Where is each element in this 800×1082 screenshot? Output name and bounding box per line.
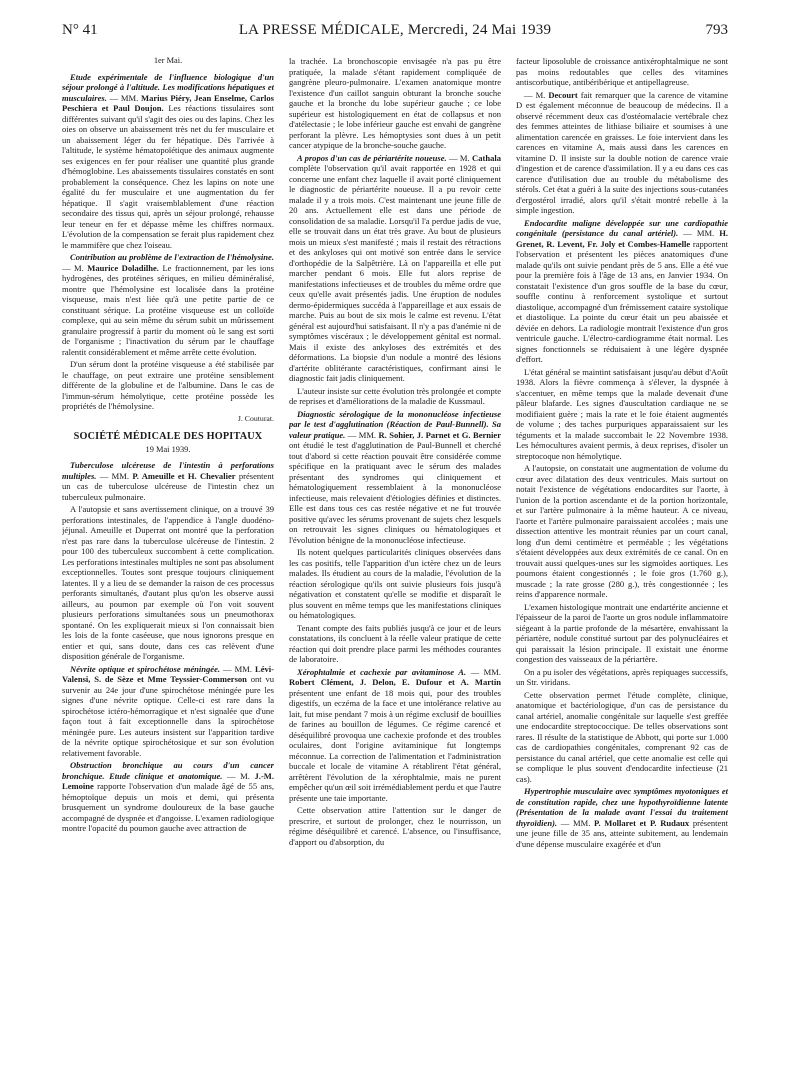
article-title: Contribution au problème de l'extraction de l'hémolysine. bbox=[70, 252, 274, 262]
article-body: rapporte l'observation d'un malade âgé de 55 ans, hémoptoïque depuis un mois et demi, qui présenta brusquement un syndrome douloureux de la base gauche accompagné de dyspnée et d'angoisse. L'examen radiologique montre l'opacité du poumon gauche avec attraction de bbox=[62, 781, 274, 833]
article-body-paragraph: L'examen histologique montrait une endartérite ancienne et l'épaisseur de la paroi de l'aorte un gros nodule inflammatoire siégeant à la partie profonde de la mésartère, envahissant la périartère, nodule constitué surtout par des polynucléaires et qui paraissait la lésion principale. Il existait une énorme congestion des vaisseaux de la périartère. bbox=[516, 601, 728, 664]
article-authors: Decourt bbox=[548, 89, 578, 100]
article-altitude bbox=[62, 72, 274, 251]
article-authors: Marius Piéry, Jean Enselme, Carlos Peschiera et Paul Doujon. bbox=[62, 92, 274, 113]
signature: J. Couturat. bbox=[237, 413, 274, 423]
article-body-paragraph: A l'autopsie et sans avertissement clinique, on a trouvé 39 perforations intestinales, de l'appendice à l'angle duodéno-jéjunal. Ameuille et Duperrat ont montré que la perforation n'est pas rare dans la tuberculose ulcéreuse de l'intestin. 2 pour 100 des tuberculeux succombent à cette complication. Les perforations intestinales multiples ne sont pas absolument exceptionnelles. Toutes sont presque toujours cliniquement latentes. Il y a lieu de se demander la raison de ces processus perforants simultanés, d'autant plus qu'on les observe aussi ailleurs, au poumon par exemple où l'on voit souvent plusieurs perforations simultanées sous un pneumothorax spontané. On les expliquerait mieux si l'on connaissait bien les lois de la fonte caséeuse, que nous ignorons presque en entier et qui, sans doute, dans ces cas relèvent d'une disposition générale de l'organisme. bbox=[62, 504, 274, 661]
article-title: Xérophtalmie et cachexie par avitaminose A. bbox=[297, 666, 467, 677]
article-title: Tuberculose ulcéreuse de l'intestin à perforations multiples. bbox=[62, 460, 274, 481]
article-body-paragraph: L'auteur insiste sur cette évolution très prolongée et compte de reprises et d'améliorations de la maladie de Kussmaul. bbox=[289, 385, 501, 406]
article-body-paragraph: D'un sérum dont la protéine visqueuse a été stabilisée par le chauffage, on peut extraire une protéine sensiblement différente de la globuline et de l'albumine. Dans le cas de l'immun-sérum hémolytique, cette protéine possède les propriétés de l'hémolysine. bbox=[62, 359, 274, 411]
article-title: Obstruction bronchique au cours d'un cancer bronchique. Etude clinique et anatomique. bbox=[62, 760, 274, 781]
article-body-paragraph: A l'autopsie, on constatait une augmentation de volume du cœur avec dilatation des deux ventricules. Mais surtout on notait l'existence de végétations endocardites sur l'aorte, à l'union de la portion ascendante et de la portion horizontale, et sur l'artère pulmonaire à la même hauteur. A ce niveau, l'aorte et l'artère pulmonaire paraissaient accolées ; mais une dissection attentive les montrait réunies par un court canal, long d'un demi centimètre et perméable ; les végétations s'étaient développées aux deux extrémités de ce canal. On en trouvait aussi quelques-unes sur les sigmoïdes aortiques. Les poumons étaient congestionnés ; le foie gros (1.760 g.), muscade ; la rate grosse (280 g.), très congestionnée ; les reins d'apparence normale. bbox=[516, 463, 728, 599]
article-body: présentent une enfant de 18 mois qui, pour des troubles digestifs, un eczéma de la face et une intolérance relative au lait, fut mise pendant 7 mois à un régime exclusif de bouillies de farines au bouillon de légumes. Ce régime carencé et déséquilibré provoqua une cachexie profonde et des troubles oculaires, dont l'origine avitaminique fut longtemps méconnue. La correction de l'alimentation et l'administration buccale et locale de vitamine A rétablirent l'état général, arrêtèrent l'évolution de la xérophtalmie, mais ne purent empêcher qu'un œil soit irrémédiablement perdu et que l'autre présente une taie importante. bbox=[289, 687, 501, 803]
article-authors: Lévi-Valensi, S. de Sèze et Mme Teyssier-Commerson bbox=[62, 663, 274, 684]
article-body-paragraph: Cette observation attire l'attention sur le danger de prescrire, et surtout de prolonger, chez le nourrisson, un régime déséquilibré et carencé. L'absence, ou l'insuffisance, d'apport ou d'absorption, du bbox=[289, 805, 501, 847]
article-body-paragraph: Tenant compte des faits publiés jusqu'à ce jour et de leurs constatations, ils concluent à la réelle valeur pratique de cette réaction qui doit prendre place parmi les méthodes courantes de laboratoire. bbox=[289, 622, 501, 664]
article-title: Etude expérimentale de l'influence biologique d'un séjour prolongé à l'altitude. Les modifications hépatiques et musculaires. bbox=[62, 71, 274, 103]
article-title: A propos d'un cas de périartérite noueuse. bbox=[297, 152, 447, 163]
article-xerophtalmie bbox=[289, 667, 501, 804]
article-periarterite bbox=[289, 153, 501, 384]
issue-number: N° 41 bbox=[62, 22, 98, 38]
article-body: ont vu survenir au 24e jour d'une spirochétose méningée pure les signes d'une névrite optique. Celle-ci est rare dans la spirochétose ictéro-hémorragique et n'est signalée que d'une façon tout à fait exceptionnelle dans la spirochétose méningée pure. Les auteurs insistent sur l'apparition tardive de la névrite optique spirochétosique et sur son évolution relativement favorable. bbox=[62, 674, 274, 758]
article-body-paragraph: la trachée. La bronchoscopie envisagée n'a pas pu être pratiquée, la malade s'étant rapidement compliquée de gangrène pleuro-pulmonaire. L'examen anatomique montre l'existence d'un caillot sanguin obturant la bronche souche gauche et la bronche du lobe supérieur gauche ; ce lobe supérieur est histologiquement en état de collapsus et non d'atélectasie ; le lobe inférieur gauche est envahi de gangrène perforant la plèvre. Les hémoptysies sont dues à un petit cancer atypique de la bronche-souche gauche. bbox=[289, 56, 501, 150]
article-authors: R. Sohier, J. Parnet et G. Bernier bbox=[378, 429, 501, 440]
article-body-paragraph: facteur liposoluble de croissance antixérophtalmique ne sont pas moins redoutables que celles des vitamines antiscorbutique, antibéribérique et antipellagreuse. bbox=[516, 56, 728, 87]
separator: — MM. bbox=[220, 663, 255, 674]
article-authors: P. Mollaret et P. Rudaux bbox=[594, 817, 690, 828]
separator: — M. bbox=[62, 262, 88, 273]
session-date: 1er Mai. bbox=[153, 56, 183, 65]
separator: — MM. bbox=[96, 470, 133, 481]
separator: — M. bbox=[446, 152, 473, 163]
separator: — MM. bbox=[466, 666, 501, 677]
section-date: 19 Mai 1939. bbox=[145, 444, 191, 454]
article-title: Endocardite maligne développée sur une cardiopathie congénitale (persistance du canal artériel). bbox=[516, 217, 728, 238]
article-title: Hypertrophie musculaire avec symptômes myotoniques et de constitution rapide, chez une hypothyroïdienne latente (Présentation de la malade avant l'essai du traitement thyroïdien). bbox=[516, 786, 728, 828]
article-body-paragraph: Ils notent quelques particularités cliniques observées dans les cas positifs, telle l'apparition d'un ictère chez un de leurs malades. Ils étudient au cours de la maladie, l'évolution de la réaction sérologique qu'ils ont suivie plusieurs fois jusqu'à négativation et constatent qu'elle se modifie et disparaît le plus souvent en même temps que les manifestations cliniques ou hématologiques. bbox=[289, 547, 501, 620]
article-title: Diagnostic sérologique de la mononucléose infectieuse par le test d'agglutination (Réaction de Paul-Bunnell). Sa valeur pratique. bbox=[289, 408, 501, 440]
article-body: présentent une jeune fille de 35 ans, atteinte subitement, au lendemain d'une dépense musculaire exagérée et d'un bbox=[516, 817, 728, 849]
separator: — MM. bbox=[106, 92, 142, 103]
article-hypertrophie bbox=[516, 786, 728, 849]
article-body: complète l'observation qu'il avait rapportée en 1928 et qui concerne une enfant chez laquelle il avait porté cliniquement le diagnostic de périartérite noueuse. Il a pu revoir cette malade il y a trois mois. C'est maintenant une jeune fille de 20 ans. Actuellement elle est dans une période de consolidation de sa maladie. Lorsqu'il l'a perdue jadis de vue, elle se trouvait dans un état très grave. Au bout de plusieurs mois un mieux s'est manifesté ; mais il restait des rétractions et des ankyloses qui ont motivé son entrée dans le service d'orthopédie de la Salpêtrière. Là on l'appareilla et elle put marcher pendant 6 mois. Elle fut alors reprise de manifestations infectieuses et de troubles du même ordre que ceux qu'elle avait présentés jadis. Une éruption de nodules dermo-épidermiques succéda à l'appareillage et aux essais de marche. Puis au bout de six mois le calme est revenu. L'état général est aujourd'hui satisfaisant. Il n'y a pas d'anémie ni de symptômes viscéraux ; le développement génital est normal. Mais il existe des ankyloses des extrémités et des déformations. La biopsie d'un nodule a montré des lésions d'artérite oblitérante caractéristiques, confirmant ainsi le diagnostic fait jadis cliniquement. bbox=[289, 163, 501, 383]
separator: — M. bbox=[524, 89, 549, 100]
page-header bbox=[62, 22, 728, 44]
article-nevrite bbox=[62, 664, 274, 759]
separator: — M. bbox=[222, 770, 255, 781]
article-title: Névrite optique et spirochétose méningée. bbox=[70, 663, 221, 674]
article-authors: Maurice Doladilhe. bbox=[87, 262, 159, 273]
article-authors: P. Ameuille et H. Chevalier bbox=[132, 470, 236, 481]
column-1 bbox=[62, 56, 274, 1072]
section-heading: SOCIÉTÉ MÉDICALE DES HOPITAUX bbox=[73, 431, 263, 442]
article-body-paragraph: L'état général se maintint satisfaisant jusqu'au début d'Août 1938. Alors la fièvre commença à s'élever, la dyspnée à s'accentuer, en même temps que la malade devenait d'une pâleur blafarde. Les signes d'auscultation cardiaque ne se modifiaient guère ; mais la rate et le foie étaient augmentés de volume ; des taches purpuriques apparaissaient sur les téguments et la malade succombait le 22 Novembre 1938. Les hémocultures avaient permis, à deux reprises, d'isoler un streptocoque non hémolytique. bbox=[516, 366, 728, 461]
article-body: présentent un cas de tuberculose ulcéreuse de l'intestin chez un tuberculeux pulmonaire. bbox=[62, 470, 274, 502]
article-body-paragraph: Cette observation permet l'étude complète, clinique, anatomique et bactériologique, d'un cas de persistance du canal artériel, anomalie congénitale sur laquelle s'est greffée une endocardite streptococcique. De telles observations sont rares. Il résulte de la statistique de Abbott, qui porte sur 1.000 cas de cardiopathies congénitales, comprenant 92 cas de persistance du canal artériel, que cette anomalie est celle qui se complique le plus souvent d'endocardite infectieuse (21 cas). bbox=[516, 689, 728, 784]
article-body: fait remarquer que la carence de vitamine D est également méconnue de beaucoup de médecins. Il a observé récemment deux cas d'ostéomalacie vertébrale chez des femmes atteintes de lithiase biliaire et soumises à une alimentation carencée en graisses. Le foie intervient dans les carences en vitamine A, mais aussi dans les carences en vitamine D. Il insiste sur la double notion de carence vraie d'ingestion et de carence d'assimilation. Il y a eu dans ces cas carence d'utilisation due au trouble du métabolisme des stérols. Cet état a guéri à la suite des injections sous-cutanées d'ergostérol irradié, alors qu'il s'était montré rebelle à la simple ingestion. bbox=[516, 89, 728, 215]
article-body: rapportent l'observation et présentent les pièces anatomiques d'une malade qu'ils ont suivie pendant près de 5 ans. Elle a été vue pour la première fois à l'âge de 13 ans, en Janvier 1934. On constatait l'existence d'un gros souffle de la base du cœur, souffle continu à renforcement systolique et surtout diastolique, accompagné d'un frémissement cataire systolique et diastolique. La pointe du cœur était un peu abaissée et déviée en dehors. La radiologie montrait l'existence d'un gros ventricule gauche. L'électro-cardiogramme était normal. Les signes fonctionnels se réduisaient à une légère dyspnée d'effort. bbox=[516, 238, 728, 364]
article-endocardite bbox=[516, 218, 728, 365]
article-columns bbox=[62, 56, 728, 1072]
article-body: Les réactions tissulaires sont différentes suivant qu'il s'agit des oies ou des lapins. Chez les oies on observe un abaissement très net du fer musculaire et un abaissement léger du fer hépatique. Dès l'arrivée à l'altitude, le système hématopoïétique des animaux augmente ses exigences en fer pour réaliser une quantité plus grande d'hémoglobine. Les abaissements tissulaires constatés en sont probablement la conséquence. Chez les lapins on note une égalité du fer musculaire et une augmentation du fer hépatique. Il s'agit vraisemblablement d'une réaction secondaire des tissus qui, après un séjour prolongé, rehausse leur teneur en fer et dépasse même les chiffres normaux. L'évolution de la compensation se ferait plus rapidement chez le mammifère que chez l'oiseau. bbox=[62, 103, 274, 250]
article-body-paragraph: On a pu isoler des végétations, après repiquages successifs, un Str. viridans. bbox=[516, 666, 728, 687]
separator: — MM. bbox=[557, 817, 595, 828]
article-hemolysine bbox=[62, 252, 274, 357]
article-authors: Cathala bbox=[472, 152, 501, 163]
article-obstruction bbox=[62, 760, 274, 834]
journal-title: LA PRESSE MÉDICALE, Mercredi, 24 Mai 1939 bbox=[238, 22, 552, 38]
comment-decourt bbox=[516, 90, 728, 216]
article-body: ont étudié le test d'agglutination de Paul-Bunnell et cherché tout d'abord si cette réaction pouvait être considérée comme spécifique en la pratiquant avec le sérum des malades présentant des syndromes qui cliniquement et hématologiquement ressemblaient à la mononucléose infectieuse, mais relevaient d'étiologies définies et distinctes. Elle est dans tous ces cas restée négative et ne fut trouvée positive qu'avec les sérums provenant de sujets chez lesquels on retrouvait les signes cliniques ou hématologiques et l'évolution bénigne de la mononucléose infectieuse. bbox=[289, 440, 501, 545]
article-authors: Robert Clément, J. Delon, E. Dufour et A. Martin bbox=[289, 677, 501, 687]
column-2 bbox=[289, 56, 501, 1072]
article-tuberculose bbox=[62, 460, 274, 502]
article-body: Le fractionnement, par les ions hydrogènes, des protéines sériques, en milieu déminéralisé, montre que l'hémolysine est localisée dans la protéine visqueuse, mais n'est liée qu'à une petite partie de ce constituant sérique. La protéine visqueuse est un colloïde complexe, qui au sein même du sérum subit un mûrissement granulaire progressif à partir du moment où le sang est sorti de l'organisme ; l'inactivation du sérum par le chauffage ralentit considérablement et même arrête cette évolution. bbox=[62, 262, 274, 357]
article-authors: H. Grenet, R. Levent, Fr. Joly et Combes-Hamelle bbox=[516, 228, 728, 249]
article-mononucleose bbox=[289, 409, 501, 546]
column-3 bbox=[516, 56, 728, 1072]
separator: — MM. bbox=[345, 429, 379, 440]
article-authors: J.-M. Lemoine bbox=[62, 770, 274, 791]
page-number: 793 bbox=[705, 22, 728, 38]
separator: — MM. bbox=[678, 228, 720, 238]
